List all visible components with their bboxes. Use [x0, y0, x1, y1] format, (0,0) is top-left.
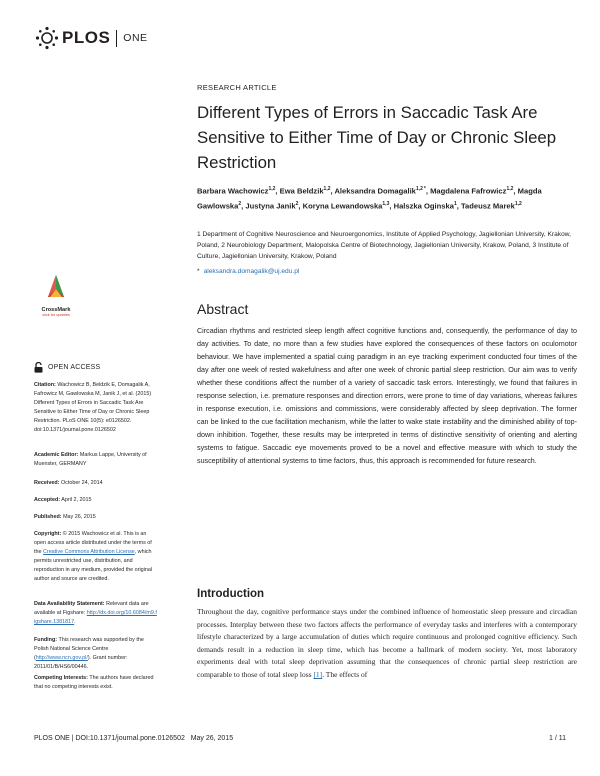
introduction-text: [197, 606, 577, 682]
funding-link[interactable]: http://www.ncn.gov.pl/: [35, 655, 88, 662]
author-affiliation-marker: 1,2: [514, 201, 522, 208]
citation-block: [34, 381, 158, 436]
logo-wordmark: PLOS: [62, 28, 111, 47]
corresponding-author: [197, 268, 299, 275]
funding-label: Funding:: [34, 637, 58, 643]
author-affiliation-marker: 2: [295, 201, 299, 208]
author-name: Ewa Beldzik: [279, 186, 324, 196]
received-block: [34, 479, 158, 488]
funding-block: [34, 636, 158, 672]
author-name: Magda Gawlowska: [197, 186, 542, 211]
received-date: October 24, 2014: [60, 480, 103, 486]
page-footer: [34, 735, 566, 742]
article-title: Different Types of Errors in Saccadic Task Are Sensitive to Either Time of Day or Chronic Sleep Restriction: [197, 103, 557, 172]
abstract-text: Circadian rhythms and restricted sleep length affect cognitive functions and, consequently, the performance of day to day activities. To date, no more than a few studies have explored the consequences of these factors on oculomotor behaviour. We have implemented a spatial cuing paradigm in an eye tracking experiment conducted four times of the day after one week of rested wakefulness and after one week of chronic partial sleep restriction. Our aim was to verify whether these conditions affect the number of a variety of saccadic task errors. Interestingly, we found that failures in response selection, i.e. premature responses and direction errors, were prone to time of day variations, whereas failures in response execution, i.e. omissions and commissions, were considerably affected by sleep deprivation. The former can be linked to the cue facilitation mechanism, while the latter to wake state instability and the diminished ability of top-down inhibition. Together, these results may be interpreted in terms of distinctive sensitivity of orienting and alerting systems to fatigue. Saccadic eye movements proved to be a novel and effective measure with which to study the susceptibility of attentional systems to time factors, thus, this approach is recommended for future research.: [197, 327, 577, 465]
license-link[interactable]: Creative Commons Attribution License: [43, 549, 135, 556]
data-availability-end: .: [74, 619, 76, 626]
data-availability-label: Data Availability Statement:: [34, 601, 105, 607]
competing-interests-block: [34, 674, 158, 692]
author-affiliation-marker: 1: [453, 201, 457, 208]
author-affiliation-marker: 1,3: [382, 201, 390, 208]
competing-interests-label: Competing Interests:: [34, 675, 88, 681]
article-type: RESEARCH ARTICLE: [197, 83, 277, 92]
copyright-text: © 2015 Wachowicz et al. This is an open access article distributed under the terms of the: [34, 531, 152, 556]
author-affiliation-marker: 2: [238, 201, 242, 208]
received-label: Received:: [34, 480, 60, 486]
open-access-label: OPEN ACCESS: [48, 364, 101, 371]
author-name: Magdalena Fafrowicz: [430, 186, 507, 196]
funding-text-end: ). Grant number: 2011/01/B/HS6/00446.: [34, 655, 128, 671]
accepted-block: [34, 496, 158, 505]
author-name: Koryna Lewandowska: [302, 201, 383, 211]
published-date: May 26, 2015: [63, 514, 96, 520]
author-name: Justyna Janik: [245, 201, 296, 211]
author-name: Aleksandra Domagalik: [334, 186, 416, 196]
open-access-badge: [34, 362, 100, 373]
email-link[interactable]: aleksandra.domagalik@uj.edu.pl: [203, 268, 300, 275]
author-affiliation-marker: 1,2: [268, 186, 276, 192]
copyright-block: [34, 530, 158, 585]
copyright-text-end: , which permits unrestricted use, distribution, and reproduction in any medium, provided the original author and source are credited.: [34, 549, 153, 583]
page-number: 1 / 11: [549, 735, 566, 742]
intro-paragraph-end: . The effects of: [322, 669, 368, 679]
footer-citation: PLOS ONE | DOI:10.1371/journal.pone.0126502 May 26, 2015: [34, 735, 234, 742]
author-affiliation-marker: 1,2: [323, 186, 331, 192]
funding-text: This research was supported by the Polish National Science Centre (: [34, 637, 144, 662]
citation-text: Wachowicz B, Beldzik E, Domagalik A, Fafrowicz M, Gawlowska M, Janik J, et al. (2015) Different Types of Errors in Saccadic Task Are Sensitive to Either Time of Day or Chronic Sleep Restriction. PLoS ONE 10(5): e0126502. doi:10.1371/journal.pone.0126502: [34, 382, 152, 434]
abstract-heading: Abstract: [197, 301, 249, 317]
crossmark-icon: [36, 271, 76, 301]
intro-paragraph: Throughout the day, cognitive performance stays under the combined influence of homeostatic sleep pressure and circadian processes. Interplay between these two factors affects the performance of everyday tasks and interferes with a contemporary lifestyle characterized by a large accumulation of duties which require continuous and prolonged cognitive efficiency. Such demands result in a reduction in sleep time, which has become a hallmark of modern society. Yet, most laboratory experiments deal with total sleep deprivation assuming that the consequences of chronic partial sleep restriction are comparable to those of total sleep loss: [197, 607, 577, 679]
data-availability-text: Relevant data are available at Figshare:: [34, 601, 149, 617]
author-name: Halszka Oginska: [393, 201, 454, 211]
editor-text: Markus Lappe, University of Muenster, GERMANY: [34, 452, 147, 468]
affiliations: 1 Department of Cognitive Neuroscience and Neuroergonomics, Institute of Applied Psychology, Jagiellonian University, Krakow, Poland, 2 Neurobiology Department, Malopolska Centre of Biotechnology, Jagiellonian University, Krakow, Poland, 3 Institute of Culture, Jagiellonian University, Krakow, Poland: [197, 231, 571, 261]
author-affiliation-marker: 1,2 *: [415, 186, 426, 192]
logo-journal-name: ONE: [123, 32, 148, 44]
editor-label: Academic Editor:: [34, 452, 79, 458]
figshare-link[interactable]: http://dx.doi.org/10.6084/m9.figshare.1381817: [34, 610, 157, 626]
crossmark-label: CrossMark: [41, 307, 71, 313]
published-block: [34, 513, 158, 522]
published-label: Published:: [34, 514, 62, 520]
open-lock-icon: [34, 362, 43, 373]
plos-one-logo[interactable]: [34, 26, 148, 50]
logo-divider: [116, 30, 117, 47]
copyright-label: Copyright:: [34, 531, 62, 537]
author-name: Barbara Wachowicz: [197, 186, 269, 196]
crossmark-sublabel: click for updates: [42, 313, 70, 317]
introduction-heading: Introduction: [197, 588, 265, 600]
author-list: Barbara Wachowicz$^{1,2}$, Ewa Beldzik$^{1,2}$, Aleksandra Domagalik$^{1,2 *}$, Magdalena Fafrowicz$^{1,2}$, Magda Gawlowska$^2$, Justyna Janik$^2$, Koryna Lewandowska$^{1,3}$, Halszka Oginska$^1$, Tadeusz Marek$^{1,2}$: [197, 186, 542, 211]
author-name: Tadeusz Marek: [460, 201, 515, 211]
author-affiliation-marker: 1,2: [506, 186, 514, 192]
accepted-label: Accepted:: [34, 497, 61, 503]
editor-block: [34, 451, 158, 469]
crossmark-badge[interactable]: [36, 271, 76, 317]
citation-label: Citation:: [34, 382, 56, 388]
accepted-date: April 2, 2015: [61, 497, 92, 503]
reference-link[interactable]: [1]: [313, 669, 323, 679]
asterisk-icon: *: [197, 268, 200, 275]
data-availability-block: [34, 600, 158, 627]
plos-logo-icon: [34, 26, 60, 50]
competing-interests-text: The authors have declared that no competing interests exist.: [34, 675, 154, 691]
